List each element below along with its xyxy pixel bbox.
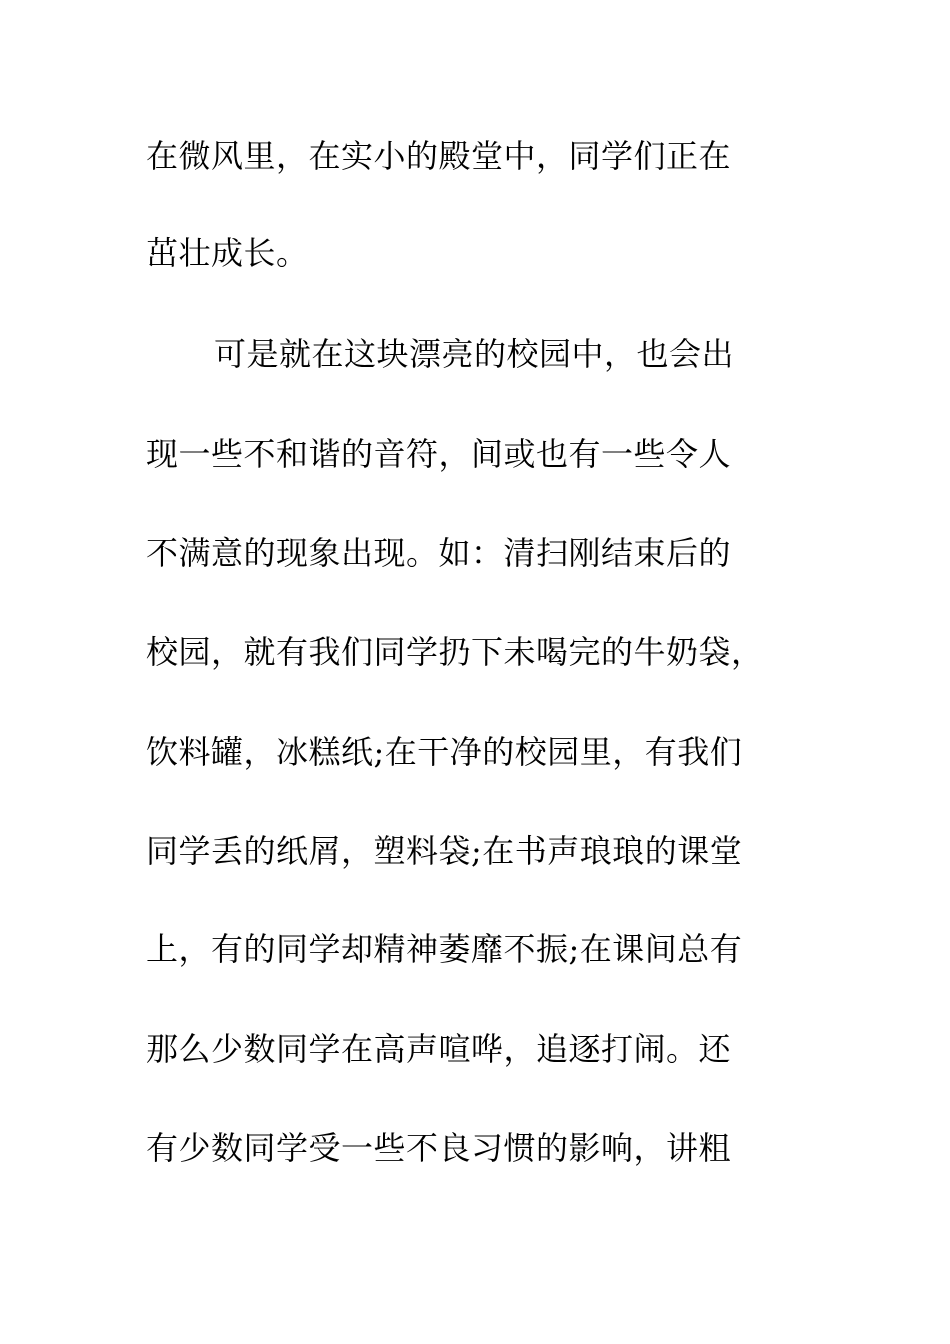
text-line: 在微风里，在实小的殿堂中，同学们正在 xyxy=(146,137,732,175)
text-line: 那么少数同学在高声喧哗，追逐打闹。还 xyxy=(146,1030,732,1068)
text-line: 茁壮成长。 xyxy=(146,234,309,272)
text-line-paragraph-start: 可是就在这块漂亮的校园中，也会出 xyxy=(214,335,735,373)
text-line: 现一些不和谐的音符，间或也有一些令人 xyxy=(146,435,732,473)
text-line: 饮料罐，冰糕纸;在干净的校园里，有我们 xyxy=(146,733,743,771)
text-line: 同学丢的纸屑，塑料袋;在书声琅琅的课堂 xyxy=(146,832,743,870)
text-line: 校园，就有我们同学扔下未喝完的牛奶袋， xyxy=(146,633,764,671)
text-line: 不满意的现象出现。如：清扫刚结束后的 xyxy=(146,534,732,572)
text-line: 有少数同学受一些不良习惯的影响，讲粗 xyxy=(146,1129,732,1167)
text-line: 上，有的同学却精神萎靡不振;在课间总有 xyxy=(146,930,743,968)
